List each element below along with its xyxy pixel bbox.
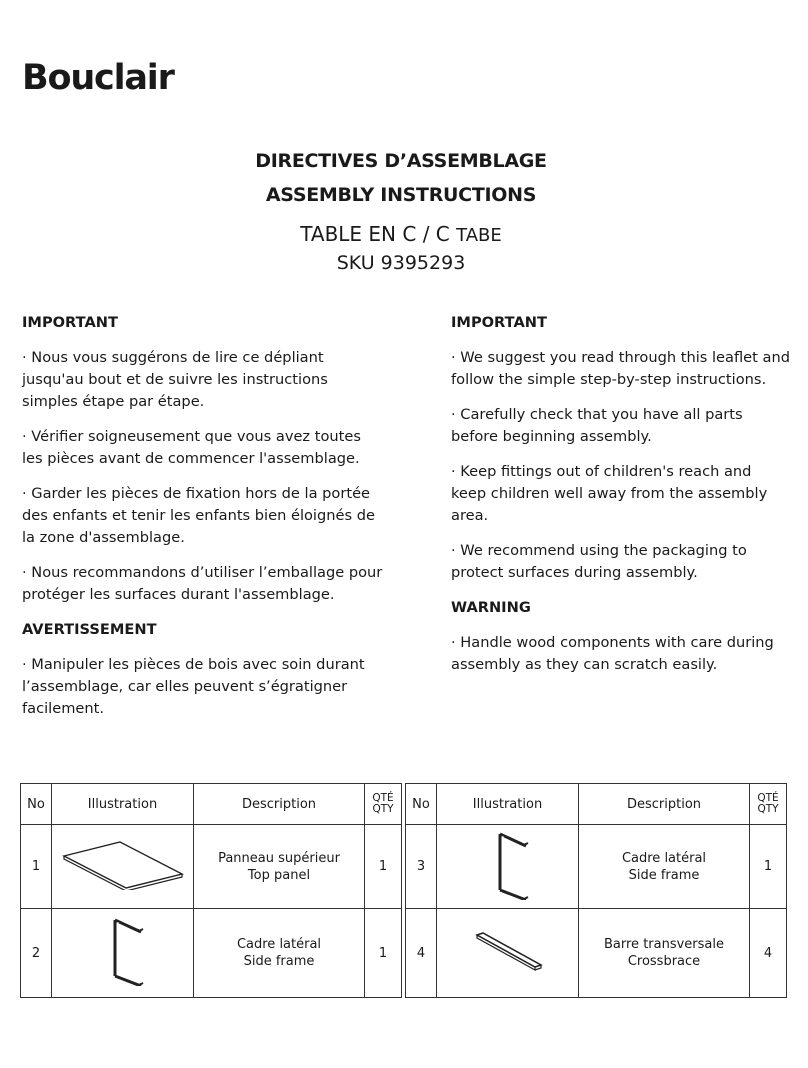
table-row [406,909,787,998]
part-desc-fr: Barre transversale [604,937,724,952]
english-warning-heading: WARNING [451,599,531,616]
title-block [0,144,802,276]
part-desc-en: Side frame [243,954,315,969]
part-qty: 1 [365,909,402,998]
product-name-suffix: TABE [456,225,502,246]
english-important-item: · Keep fittings out of children's reach and keep children well away from the assembly area. [451,463,768,524]
part-desc-en: Top panel [247,867,311,883]
french-instructions [22,312,384,733]
crossbrace-icon [463,929,553,973]
table-header-row [406,784,787,825]
part-desc-en: Crossbrace [627,954,701,969]
header-description: Description [579,784,750,825]
french-important-heading: IMPORTANT [22,314,118,331]
french-important-item: · Nous vous suggérons de lire ce dépliant jusqu'au bout et de suivre les instructions simples étape par étape. [22,349,328,410]
header-illustration: Illustration [437,784,579,825]
part-desc-fr: Cadre latéral [236,937,322,952]
part-qty: 4 [750,909,787,998]
table-header-row [21,784,402,825]
part-description [194,909,365,998]
part-desc-fr: Cadre latéral [621,850,707,866]
part-desc-fr: Panneau supérieur [218,850,340,866]
french-important-item: · Nous recommandons d’utiliser l’emballage pour protéger les surfaces durant l'assemblage. [22,564,383,603]
table-row [21,909,402,998]
title-english: ASSEMBLY INSTRUCTIONS [265,184,537,206]
header-qty [365,784,402,825]
french-important-item: · Vérifier soigneusement que vous avez toutes les pièces avant de commencer l'assemblage. [22,428,361,467]
header-no: No [406,784,437,825]
part-desc-en: Side frame [628,867,700,883]
header-qty-en: QTY [372,803,394,815]
header-qty-en: QTY [757,803,779,815]
side-frame-icon [93,916,153,986]
header-qty-fr: QTÉ [757,792,779,804]
french-warning-item: · Manipuler les pièces de bois avec soin durant l’assemblage, car elles peuvent s’égratigner facilement. [22,656,365,717]
part-description [579,909,750,998]
english-instructions [451,312,791,689]
header-illustration: Illustration [52,784,194,825]
title-french: DIRECTIVES D’ASSEMBLAGE [255,150,547,172]
table-row [21,825,402,909]
part-description [194,825,365,909]
header-qty-fr: QTÉ [372,792,394,804]
part-description [579,825,750,909]
part-qty: 1 [365,825,402,909]
part-illustration [437,825,579,909]
english-important-item: · Carefully check that you have all parts before beginning assembly. [451,406,743,445]
brand-logo: Bouclair [22,58,174,98]
english-important-item: · We recommend using the packaging to protect surfaces during assembly. [451,542,747,581]
french-warning-heading: AVERTISSEMENT [22,621,157,638]
part-illustration [52,825,194,909]
header-no: No [21,784,52,825]
product-name [0,220,802,250]
part-illustration [437,909,579,998]
header-qty [750,784,787,825]
english-important-item: · We suggest you read through this leaflet and follow the simple step-by-step instructions. [451,349,790,388]
parts-table-left [20,783,402,998]
sku: SKU 9395293 [336,252,466,274]
top-panel-icon [58,840,188,890]
side-frame-icon [478,830,538,900]
part-qty: 1 [750,825,787,909]
english-warning-item: · Handle wood components with care during assembly as they can scratch easily. [451,634,774,673]
part-number: 1 [21,825,52,909]
table-row [406,825,787,909]
product-name-main: TABLE EN C / C [300,222,450,246]
header-description: Description [194,784,365,825]
part-illustration [52,909,194,998]
part-number: 2 [21,909,52,998]
part-number: 3 [406,825,437,909]
french-important-item: · Garder les pièces de fixation hors de la portée des enfants et tenir les enfants bien éloignés de la zone d'assemblage. [22,485,375,546]
english-important-heading: IMPORTANT [451,314,547,331]
part-number: 4 [406,909,437,998]
parts-table-right [405,783,787,998]
